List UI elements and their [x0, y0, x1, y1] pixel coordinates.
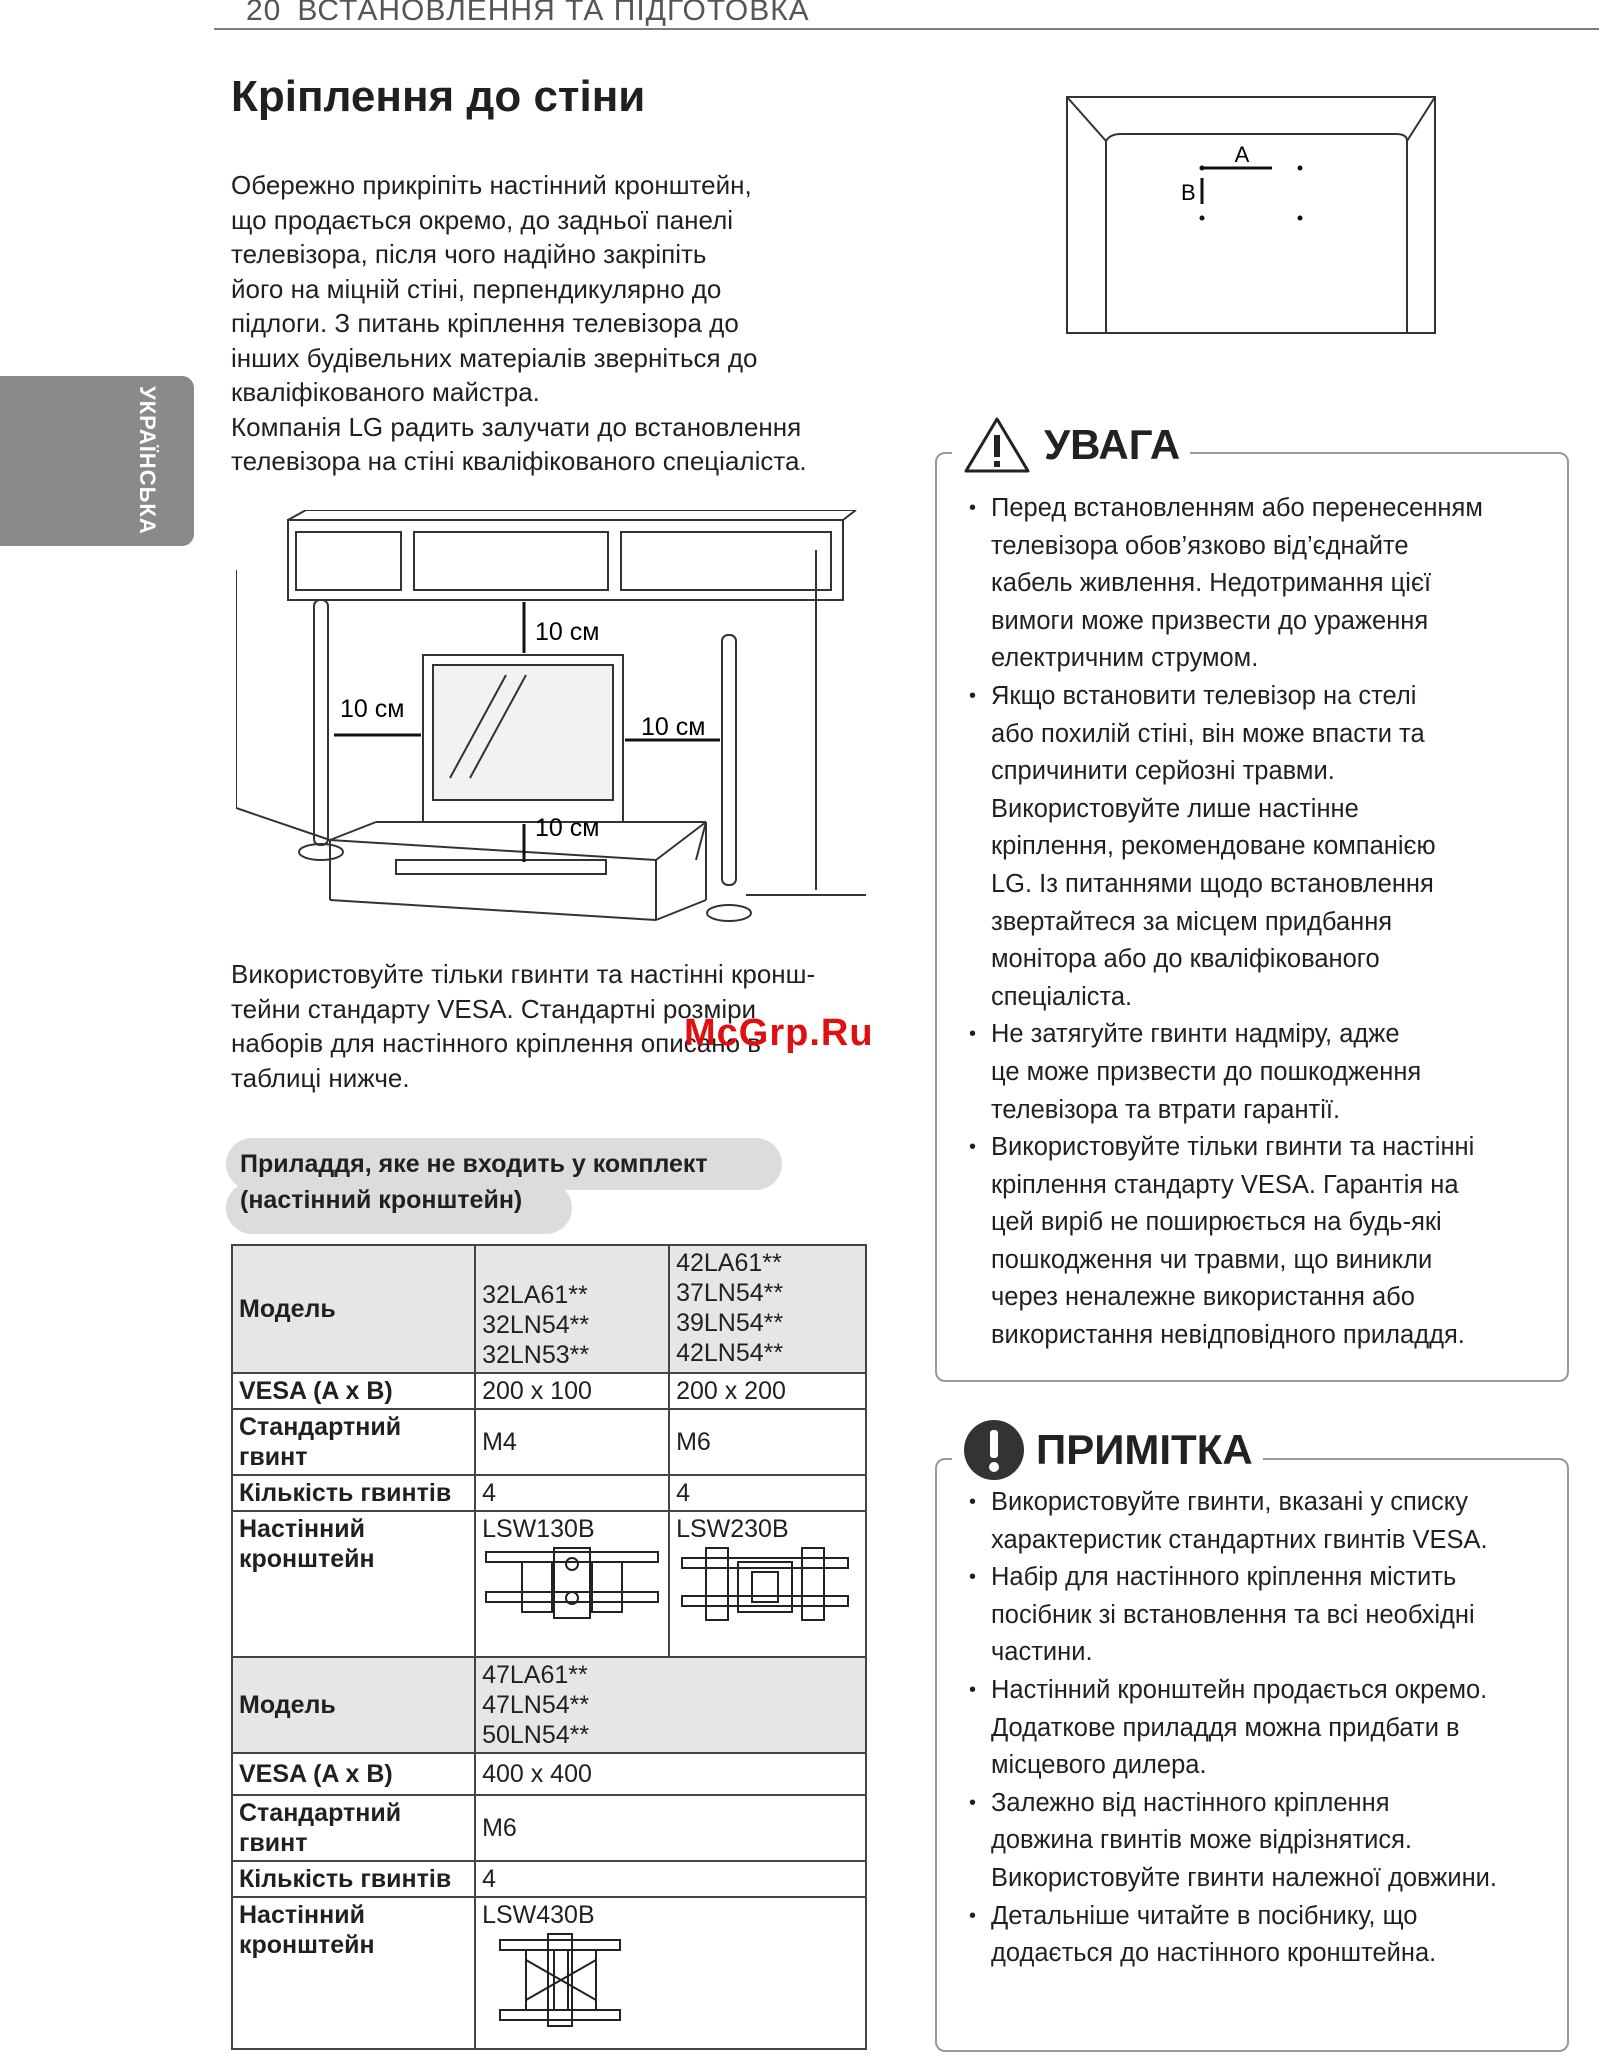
count-label: Кількість гвинтів	[232, 1861, 475, 1897]
exclamation-icon	[962, 1418, 1026, 1482]
count-label: Кількість гвинтів	[232, 1475, 475, 1511]
page-title: Кріплення до стіни	[231, 72, 646, 121]
model-name: 32LN53**	[482, 1341, 590, 1369]
model-label: Модель	[232, 1657, 475, 1753]
list-item-line: • Перед встановленням або перенесенням	[991, 494, 1483, 522]
dimension-a-label: A	[1234, 142, 1250, 167]
models-cell	[669, 1245, 866, 1373]
bracket-label-line: кронштейн	[239, 1931, 375, 1959]
left-speaker	[314, 600, 328, 845]
vesa-label: VESA (A x B)	[232, 1373, 475, 1409]
bracket-cell	[475, 1897, 866, 2049]
intro-line: телевізора, після чого надійно закріпіть	[231, 239, 707, 269]
caution-heading	[952, 410, 1190, 480]
clearance-right-label: 10 см	[641, 713, 706, 741]
model-name: 42LA61**	[676, 1249, 782, 1277]
bracket-label-line: кронштейн	[239, 1545, 375, 1573]
intro-line: його на міцній стіні, перпендикулярно до	[231, 273, 722, 304]
table-row	[232, 1897, 866, 2049]
bracket-lsw130b-illustration	[482, 1544, 662, 1620]
list-item-line: частини.	[991, 1638, 1093, 1667]
intro-paragraph	[231, 168, 807, 479]
vesa-dimension-diagram	[1066, 96, 1438, 336]
table-row	[232, 1373, 866, 1409]
caution-list	[969, 490, 1483, 1355]
list-item-line: • Якщо встановити телевізор на стелі	[991, 681, 1417, 710]
bracket-label-line: Настінний	[239, 1901, 365, 1929]
note-heading	[952, 1412, 1263, 1488]
list-item-line: • Залежно від настінного кріплення	[991, 1788, 1390, 1817]
screw-label-line: Стандартний	[239, 1413, 402, 1441]
model-name: 37LN54**	[676, 1279, 784, 1307]
list-item	[969, 1016, 1483, 1129]
list-item-line: це може призвести до пошкодження	[991, 1057, 1422, 1086]
table-row	[232, 1245, 866, 1373]
header-rule	[214, 28, 1599, 30]
list-item-line: Додаткове приладдя можна придбати в	[991, 1713, 1460, 1742]
models-cell	[475, 1657, 866, 1753]
intro-line: телевізора на стіні кваліфікованого спеціаліста.	[231, 446, 807, 476]
model-name: 42LN54**	[676, 1339, 784, 1367]
dimension-b-label: B	[1181, 180, 1196, 205]
list-item-line: • Набір для настінного кріплення містить	[991, 1563, 1457, 1592]
clearance-left-label: 10 см	[340, 695, 405, 723]
list-item-line: звертайтеся за місцем придбання	[991, 907, 1393, 936]
note-box	[935, 1458, 1569, 2052]
intro-line: інших будівельних матеріалів зверніться до	[231, 342, 758, 373]
models-cell	[475, 1245, 669, 1373]
count-value: 4	[669, 1475, 866, 1511]
list-item-line: характеристик стандартних гвинтів VESA.	[991, 1525, 1488, 1554]
count-value: 4	[475, 1475, 669, 1511]
vesa-line: таблиці нижче.	[231, 1062, 410, 1093]
model-name: 32LA61**	[482, 1281, 588, 1309]
language-tab-label: УКРАЇНСЬКА	[135, 386, 160, 535]
vesa-line: тейни стандарту VESA. Стандартні розміри	[231, 993, 757, 1024]
screw-label-line: Стандартний	[239, 1799, 402, 1827]
language-tab	[0, 376, 194, 546]
screw-value: M6	[475, 1795, 866, 1861]
list-item-line: • Настінний кронштейн продається окремо.	[991, 1675, 1488, 1704]
clearance-bottom-label: 10 см	[535, 814, 600, 842]
intro-line: Компанія LG радить залучати до встановлення	[231, 411, 802, 442]
list-item-line: використання невідповідного приладдя.	[991, 1321, 1465, 1350]
list-item-line: посібник зі встановлення та всі необхідні	[991, 1600, 1475, 1629]
screw-label-line: гвинт	[239, 1829, 308, 1857]
vesa-value: 200 x 200	[669, 1373, 866, 1409]
list-item-line: вимоги може призвести до ураження	[991, 606, 1429, 635]
list-item-line: електричним струмом.	[991, 644, 1259, 673]
table-row	[232, 1795, 866, 1861]
bracket-label	[232, 1511, 475, 1657]
bracket-model: LSW230B	[676, 1515, 789, 1543]
note-list	[969, 1484, 1497, 1973]
list-item-line: телевізора обов’язково від’єднайте	[991, 531, 1409, 560]
list-item-line: кріплення стандарту VESA. Гарантія на	[991, 1170, 1459, 1199]
vesa-line: Використовуйте тільки гвинти та настінні кронш-	[231, 959, 816, 989]
screw-value: M4	[475, 1409, 669, 1475]
intro-line: кваліфікованого майстра.	[231, 377, 540, 407]
right-speaker	[722, 635, 736, 885]
list-item-line: або похилій стіні, він може впасти та	[991, 719, 1425, 748]
list-item-line: спеціаліста.	[991, 982, 1133, 1011]
list-item	[969, 1559, 1497, 1672]
list-item-line: кабель живлення. Недотримання цієї	[991, 569, 1432, 598]
table-row	[232, 1753, 866, 1795]
list-item	[969, 1484, 1497, 1559]
list-item-line: • Не затягуйте гвинти надміру, адже	[991, 1020, 1400, 1049]
list-item-line: місцевого дилера.	[991, 1751, 1207, 1780]
table-row	[232, 1657, 866, 1753]
bracket-label	[232, 1897, 475, 2049]
caution-box	[935, 452, 1569, 1382]
count-value: 4	[475, 1861, 866, 1897]
table-row	[232, 1475, 866, 1511]
list-item-line: телевізора та втрати гарантії.	[991, 1095, 1341, 1124]
bracket-lsw430b-illustration	[496, 1930, 626, 2030]
list-item-line: цей виріб не поширюється на будь-які	[991, 1208, 1442, 1237]
clearance-top-label: 10 см	[535, 618, 600, 646]
warning-icon	[962, 415, 1032, 475]
bracket-model: LSW130B	[482, 1515, 595, 1543]
intro-line: що продається окремо, до задньої панелі	[231, 204, 734, 235]
bracket-lsw230b-illustration	[676, 1544, 856, 1624]
caution-title: УВАГА	[1044, 421, 1181, 468]
list-item-line: Використовуйте гвинти належної довжини.	[991, 1863, 1498, 1892]
wall-mount-spec-table	[231, 1244, 867, 2050]
list-item	[969, 1785, 1497, 1898]
list-item-line: • Детальніше читайте в посібнику, що	[991, 1901, 1418, 1930]
table-row	[232, 1409, 866, 1475]
list-item-line: LG. Із питаннями щодо встановлення	[991, 869, 1434, 898]
screw-value: M6	[669, 1409, 866, 1475]
list-item-line: через неналежне використання або	[991, 1283, 1415, 1312]
list-item-line: пошкодження чи травми, що виникли	[991, 1245, 1433, 1274]
model-name: 32LN54**	[482, 1311, 590, 1339]
watermark: McGrp.Ru	[684, 1012, 874, 1054]
section-title: ВСТАНОВЛЕННЯ ТА ПІДГОТОВКА	[297, 0, 810, 27]
note-title: ПРИМІТКА	[1036, 1426, 1253, 1473]
list-item	[969, 1129, 1483, 1355]
page-number: 20	[246, 0, 282, 27]
model-name: 50LN54**	[482, 1721, 590, 1749]
screw-label	[232, 1409, 475, 1475]
accessory-heading-line1: Приладдя, яке не входить у комплект	[240, 1150, 708, 1178]
intro-line: Обережно прикріпіть настінний кронштейн,	[231, 170, 752, 200]
accessory-heading-line2: (настінний кронштейн)	[240, 1186, 523, 1214]
bracket-model: LSW430B	[482, 1901, 595, 1929]
list-item	[969, 490, 1483, 678]
bracket-cell	[475, 1511, 669, 1657]
screw-label	[232, 1795, 475, 1861]
intro-line: підлоги. З питань кріплення телевізора до	[231, 308, 739, 338]
list-item-line: кріплення, рекомендоване компанією	[991, 832, 1436, 861]
model-name: 47LN54**	[482, 1691, 590, 1719]
model-label: Модель	[232, 1245, 475, 1373]
vesa-value: 400 x 400	[475, 1753, 866, 1795]
clearance-diagram	[236, 510, 866, 940]
page-header	[246, 0, 810, 28]
vesa-line: наборів для настінного кріплення описано в	[231, 1028, 762, 1058]
list-item	[969, 1672, 1497, 1785]
list-item-line: додається до настінного кронштейна.	[991, 1939, 1437, 1968]
list-item-line: довжина гвинтів може відрізнятися.	[991, 1826, 1412, 1855]
list-item-line: • Використовуйте тільки гвинти та настінні	[991, 1133, 1475, 1162]
model-name: 39LN54**	[676, 1309, 784, 1337]
vesa-value: 200 x 100	[475, 1373, 669, 1409]
vesa-label: VESA (A x B)	[232, 1753, 475, 1795]
list-item-line: • Використовуйте гвинти, вказані у списку	[991, 1488, 1468, 1516]
bracket-label-line: Настінний	[239, 1515, 365, 1543]
screw-label-line: гвинт	[239, 1443, 308, 1471]
model-name: 47LA61**	[482, 1661, 588, 1689]
list-item-line: спричинити серйозні травми.	[991, 757, 1335, 786]
list-item	[969, 1898, 1497, 1973]
table-row	[232, 1861, 866, 1897]
table-row	[232, 1511, 866, 1657]
list-item-line: монітора або до кваліфікованого	[991, 945, 1380, 974]
list-item-line: Використовуйте лише настінне	[991, 794, 1359, 823]
bracket-cell	[669, 1511, 866, 1657]
list-item	[969, 678, 1483, 1016]
